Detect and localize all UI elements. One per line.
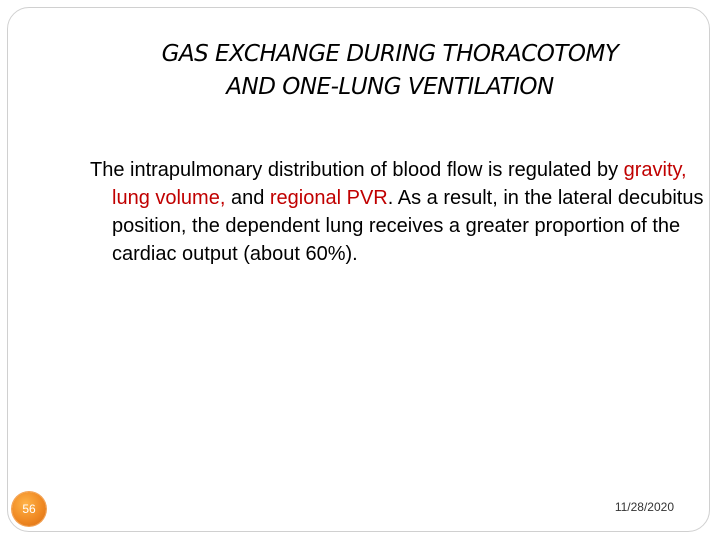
body-text-part-3: . As a result, in the lateral decubitus position, the dependent lung receives a greater proportion of the cardiac output (about 60%).	[112, 187, 704, 265]
page-number-badge: 56	[12, 492, 46, 526]
body-highlight-gravity-lung-volume: gravity, lung volume,	[112, 159, 687, 209]
body-highlight-regional-pvr: regional PVR	[269, 187, 388, 209]
body-text-part-2: and	[225, 187, 270, 209]
slide-date: 11/28/2020	[614, 500, 674, 514]
slide-body-text	[90, 156, 712, 268]
body-text-part-1: The intrapulmonary distribution of blood flow is regulated by	[90, 159, 624, 181]
slide-title-line-1: GAS EXCHANGE DURING THORACOTOMY	[161, 41, 619, 67]
slide-title	[60, 38, 720, 104]
slide-title-line-2: AND ONE-LUNG VENTILATION	[226, 74, 554, 100]
